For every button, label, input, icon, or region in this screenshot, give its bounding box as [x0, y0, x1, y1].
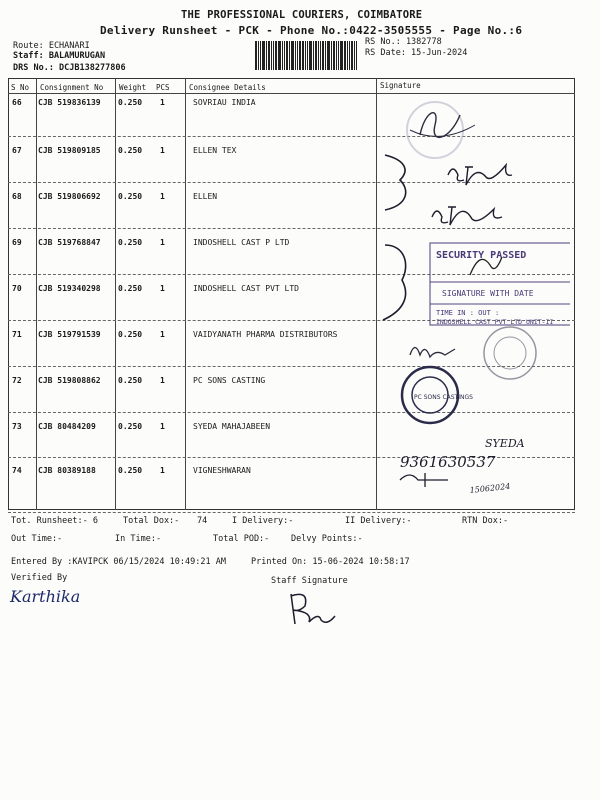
- svg-text:TIME IN : OUT :: TIME IN : OUT :: [436, 309, 500, 317]
- barcode-bar: [313, 41, 314, 70]
- runsheet-title: Delivery Runsheet - PCK - Phone No.:0422-3505555 - Page No.:6: [100, 24, 523, 37]
- svg-text:15062024: 15062024: [469, 481, 511, 495]
- row-pcs: 1: [160, 466, 165, 475]
- ii-delivery: II Delivery:-: [345, 516, 412, 526]
- barcode-bar: [320, 41, 321, 70]
- barcode-bar: [273, 41, 274, 70]
- barcode-bar: [286, 41, 288, 70]
- row-pcs: 1: [160, 192, 165, 201]
- row-pcs: 1: [160, 146, 165, 155]
- row-consignment: CJB 519808862: [38, 376, 101, 385]
- col-divider: [185, 78, 186, 510]
- rs-date: RS Date: 15-Jun-2024: [365, 48, 468, 58]
- barcode-bar: [297, 41, 298, 70]
- row-consignee: PC SONS CASTING: [193, 376, 266, 385]
- row-consignee: INDOSHELL CAST PVT LTD: [193, 284, 299, 293]
- col-divider: [36, 78, 37, 510]
- row-consignment: CJB 80389188: [38, 466, 96, 475]
- row-sno: 73: [12, 422, 22, 431]
- row-weight: 0.250: [118, 330, 143, 339]
- barcode-bar: [351, 41, 353, 70]
- barcode-bar: [275, 41, 277, 70]
- row-consignment: CJB 519806692: [38, 192, 101, 201]
- printed-on: Printed On: 15-06-2024 10:58:17: [251, 557, 410, 567]
- in-time: In Time:-: [115, 534, 162, 544]
- row-consignee: VIGNESHWARAN: [193, 466, 251, 475]
- barcode: [255, 41, 360, 70]
- col-header-pcs: PCS: [156, 83, 170, 92]
- barcode-bar: [356, 41, 357, 70]
- barcode-bar: [305, 41, 306, 70]
- barcode-bar: [271, 41, 272, 70]
- row-sno: 70: [12, 284, 22, 293]
- total-dox-value: 74: [197, 516, 208, 526]
- i-delivery: I Delivery:-: [232, 516, 294, 526]
- verifier-signature: [8, 578, 98, 614]
- svg-text:SIGNATURE WITH DATE: SIGNATURE WITH DATE: [442, 289, 534, 298]
- col-header-consignment: Consignment No: [40, 83, 104, 92]
- barcode-bar: [268, 41, 270, 70]
- col-header-signature: Signature: [380, 81, 421, 90]
- verified-by: Verified By: [11, 573, 68, 583]
- row-pcs: 1: [160, 330, 165, 339]
- route-label: Route: ECHANARI: [13, 41, 90, 51]
- row-consignment: CJB 519809185: [38, 146, 101, 155]
- row-consignee: SOVRIAU INDIA: [193, 98, 256, 107]
- barcode-bar: [260, 41, 261, 70]
- row-consignee: INDOSHELL CAST P LTD: [193, 238, 290, 247]
- security-stamp-text: SECURITY PASSED: [436, 250, 527, 261]
- barcode-bar: [325, 41, 326, 70]
- barcode-bar: [318, 41, 319, 70]
- delvy-points: Delvy Points:-: [291, 534, 363, 544]
- row-weight: 0.250: [118, 376, 143, 385]
- col-divider: [376, 78, 377, 510]
- barcode-bar: [307, 41, 308, 70]
- col-header-consignee: Consignee Details: [189, 83, 266, 92]
- row-consignment: CJB 519768847: [38, 238, 101, 247]
- drs-number: DRS No.: DCJB138277806: [13, 63, 126, 73]
- row-pcs: 1: [160, 238, 165, 247]
- row-consignee: SYEDA MAHAJABEEN: [193, 422, 271, 431]
- barcode-bar: [291, 41, 294, 70]
- barcode-bar: [347, 41, 348, 70]
- barcode-bar: [315, 41, 317, 70]
- barcode-bar: [262, 41, 265, 70]
- col-header-sno: S No: [11, 83, 30, 92]
- barcode-bar: [302, 41, 304, 70]
- rtn-dox: RTN Dox:-: [462, 516, 509, 526]
- barcode-bar: [284, 41, 285, 70]
- barcode-bar: [282, 41, 283, 70]
- row-sno: 66: [12, 98, 22, 107]
- row-consignee: VAIDYANATH PHARMA DISTRIBUTORS: [193, 330, 338, 339]
- row-weight: 0.250: [118, 422, 143, 431]
- barcode-bar: [336, 41, 337, 70]
- row-sno: 67: [12, 146, 22, 155]
- barcode-bar: [266, 41, 267, 70]
- company-title: THE PROFESSIONAL COURIERS, COIMBATORE: [181, 9, 423, 21]
- row-pcs: 1: [160, 422, 165, 431]
- row-sno: 74: [12, 466, 22, 475]
- row-weight: 0.250: [118, 146, 143, 155]
- tot-runsheet: Tot. Runsheet:- 6: [11, 516, 98, 526]
- barcode-bar: [354, 41, 355, 70]
- barcode-bar: [333, 41, 335, 70]
- row-weight: 0.250: [118, 284, 143, 293]
- row-weight: 0.250: [118, 466, 143, 475]
- row-pcs: 1: [160, 376, 165, 385]
- barcode-bar: [338, 41, 339, 70]
- barcode-bar: [309, 41, 312, 70]
- col-header-weight: Weight: [119, 83, 147, 92]
- barcode-bar: [331, 41, 332, 70]
- row-consignment: CJB 519836139: [38, 98, 101, 107]
- row-sno: 71: [12, 330, 22, 339]
- row-pcs: 1: [160, 98, 165, 107]
- entered-by: Entered By :KAVIPCK 06/15/2024 10:49:21 AM: [11, 557, 226, 567]
- staff-signature: [283, 588, 343, 628]
- barcode-bar: [327, 41, 330, 70]
- row-consignment: CJB 80484209: [38, 422, 96, 431]
- barcode-bar: [340, 41, 343, 70]
- svg-text:9361630537: 9361630537: [400, 453, 496, 471]
- total-dox-label: Total Dox:-: [123, 516, 180, 526]
- svg-text:PC SONS CASTINGS: PC SONS CASTINGS: [414, 394, 473, 401]
- row-weight: 0.250: [118, 192, 143, 201]
- row-pcs: 1: [160, 284, 165, 293]
- barcode-bar: [344, 41, 346, 70]
- barcode-bar: [258, 41, 259, 70]
- row-sno: 68: [12, 192, 22, 201]
- col-divider: [115, 78, 116, 510]
- row-sno: 69: [12, 238, 22, 247]
- signature-area: [380, 95, 570, 510]
- row-consignee: ELLEN: [193, 192, 218, 201]
- row-weight: 0.250: [118, 98, 143, 107]
- row-consignment: CJB 519791539: [38, 330, 101, 339]
- row-consignment: CJB 519340298: [38, 284, 101, 293]
- svg-text:Karthika: Karthika: [10, 587, 81, 606]
- svg-text:SYEDA: SYEDA: [485, 437, 525, 450]
- barcode-bar: [299, 41, 301, 70]
- total-pod: Total POD:-: [213, 534, 270, 544]
- barcode-bar: [278, 41, 281, 70]
- barcode-bar: [322, 41, 324, 70]
- totals-divider: [8, 512, 575, 513]
- staff-label: Staff: BALAMURUGAN: [13, 51, 106, 61]
- rs-number: RS No.: 1382778: [365, 37, 442, 47]
- row-weight: 0.250: [118, 238, 143, 247]
- staff-signature-label: Staff Signature: [271, 576, 348, 586]
- svg-text:INDOSHELL CAST PVT LTD UNIT-II: INDOSHELL CAST PVT LTD UNIT-II: [436, 318, 554, 326]
- out-time: Out Time:-: [11, 534, 63, 544]
- row-consignee: ELLEN TEX: [193, 146, 237, 155]
- barcode-bar: [289, 41, 290, 70]
- header-divider: [8, 93, 575, 94]
- barcode-bar: [295, 41, 296, 70]
- barcode-bar: [349, 41, 350, 70]
- barcode-bar: [255, 41, 257, 70]
- row-sno: 72: [12, 376, 22, 385]
